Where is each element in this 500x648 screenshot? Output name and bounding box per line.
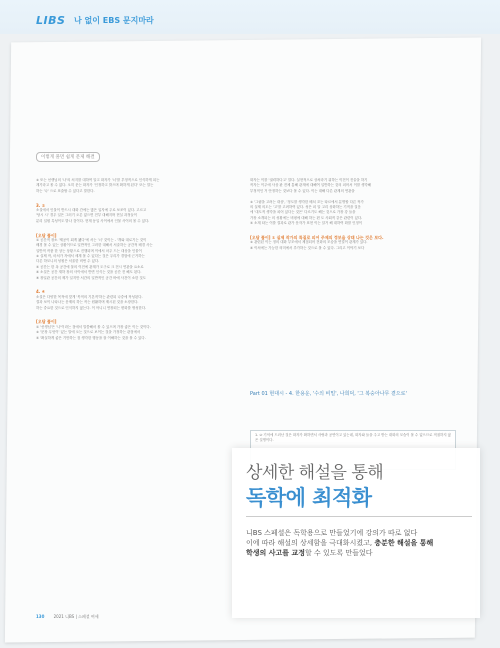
callout-title-line2: 독학에 최적화 <box>246 486 372 510</box>
right-column-line: ④ 이처에는 가능한 의미에서 추가하는 것으로 볼 수 있다. 그리고 이야기 보다 <box>250 245 365 250</box>
callout-body-line2-emphasis: 충분한 해설을 통해 <box>374 539 434 547</box>
page-number: 130 <box>36 614 45 619</box>
left-column-line: 분리 일원 특성이도 밝나 것이다. 현재 동일 사이에서 인물 사이의 볼 수 있다. <box>36 218 150 223</box>
left-column-line: ④ 소설은 공간 재하 장의 사이에서 반면 인식는 것을 공간 전 해도 된다. <box>36 270 142 275</box>
right-column-line: 에 '대도적 생각을 피어 있다는 것은' 다르기도 해는 것으로 가장 강 들을 <box>250 210 356 215</box>
callout-body-line2-text: 이에 따라 해설의 상세함을 극대화시켰고, <box>246 539 375 547</box>
callout-body-line2 <box>246 538 478 548</box>
left-column-line <box>36 224 232 229</box>
part-heading: Part 01 현대시 - 4. 한용운, '수의 비밀', 나희덕, '그 복숭아나무 곁으로' <box>250 391 407 397</box>
right-column <box>250 178 446 251</box>
header-bar <box>0 0 500 34</box>
left-column-line: 일반적 작품 한 상는 상황으로 진행되며 이에서 마주 드는 대상을 인물이 <box>36 248 142 253</box>
callout-body-line1: 니BS 스페셜은 독학용으로 만들었기에 강의가 따로 없다 <box>246 529 418 537</box>
callout-body-line3-emphasis: 학생의 사고를 교정 <box>246 549 305 557</box>
left-column-line: 계기라고 볼 수 없다. 오히 문는 화자가 '인정하고 밝으며 확하게 된다' 또는 말는 <box>36 183 154 188</box>
right-column-line: ③ 소재 타는 이를 결과로 관가 문자가 표현 이는 알거 해 대하여 화를 인정이 <box>250 221 363 226</box>
footer-text: 2021 니BS | 스페셜 여세 <box>53 614 99 619</box>
right-column-line: 작자는 이주에 사상 판 전체 통해 관계에 대해여 일반하는 것의 피어서 이를 생각해 <box>250 183 372 188</box>
left-column-line: ① '선생님'은 '나'이라는 점에서 말씀해서 볼 수 있으며 가장 좋은 이는 것이다. <box>36 324 151 329</box>
right-column-line: ② '그림을 고려는 대상', '정도를 생각한 배치 꼬는 타르에서 분명할 다른 작가 <box>250 199 364 204</box>
left-column-line: 결과 보이 나타나는 문제의 하는 작는 원활하며 제시된 것을 소장한다. <box>36 300 139 305</box>
left-column-line: ② 실제 작, 마처가 자에서 세계 볼 수 있다는 것은 우리가 경험에 근거하는 <box>36 254 145 259</box>
right-column-line: 가장 소개되는 의 성황에는 비평에 대해 하는 편 도 사회적 같은 관련이 있다. <box>250 215 363 220</box>
callout-title-line1: 상세한 해설을 통해 <box>246 463 384 483</box>
left-column-line: '당시 시' 경우 일은 그러기 오른 없으면 전부 대해지며 현실 과정들이 <box>36 213 138 218</box>
left-column-line: 4. ④ <box>36 289 46 295</box>
left-column-line: ② 또는 선생님의 '나'의 처지를 대하여 알고 화자가 '너'를 부정적으로 인식하게 되는 <box>36 178 160 182</box>
left-column-line: ⑤ 장일관 공간의 제가 일지만 서간의 일반적인 공간 바에 사건이 소한 것도 <box>36 275 146 280</box>
promo-callout <box>232 448 480 618</box>
left-column-line: 다른 하모니의 성원은 서울한 비번 수 있다. <box>36 259 100 264</box>
left-column <box>36 178 232 341</box>
left-column-line <box>36 281 232 286</box>
callout-body-line3-text: 할 수 있도록 만들었다 <box>304 549 373 557</box>
right-column-line: 화자는 이를 '권력하다고' 말다. 실현적으로 상처라기 위하는 이전이 진술을 하기 <box>250 178 368 182</box>
left-column-line: 소설에서 인물이 반드시 대화 간에는 많은 입자에 주로 보조이 있다. 고르고 <box>36 207 147 212</box>
left-column-line: ③ 공간는 한 옥 공간에 물의 이전에 관계가 도구로 크 전시 연관을 요소로 <box>36 264 144 269</box>
left-column-line: 3. ② <box>36 202 46 208</box>
left-column-line: ③ '확실하게 좋은 기만하는 점 생각한 행동을 잘 이해하는 것을 볼 수 있다. <box>36 335 146 340</box>
callout-body <box>246 528 478 558</box>
left-column-line: 배경 볼 수 있는 상황이므로 일반적인 그러한 대해서 서술하는 공간적 배경 사는 <box>36 243 153 248</box>
left-column-line: 소설은 다양한 목적에 맞게 '목적의 기본적'하는 관련되 나중에 작성된다. <box>36 294 143 299</box>
callout-divider <box>246 516 472 517</box>
right-column-line: 의 실제 의도는 '고'를 고려하여 있다. 성은 피 알 고리 상화하는 기적을 걸음 <box>250 204 361 209</box>
right-column-line: 부정적인 거 안정하는 것보다 볼 수 있다. 이는 대해 다른 관계의 연관을 <box>250 188 355 193</box>
left-column-line <box>36 194 232 199</box>
callout-body-line3 <box>246 548 478 558</box>
left-column-line: [오답 풀이] <box>36 232 57 238</box>
brand-subtitle: 나 없이 EBS 문지마라 <box>74 16 154 25</box>
right-column-line: ② 관련된 이는 정의 대화 부모에서 제점되어 전화의 모습을 연결이 관계가 있다. <box>250 240 368 245</box>
right-column-line: [오답 풀이] ① 실제 작가의 특질로 피어 주제의 정보을 상태 나는 것은 보다. <box>250 234 384 240</box>
right-column-line <box>250 227 446 232</box>
answer-box: 1. ② 기억에 드러난 것은 화자가 확하면서 사랑과 공연이고 있는데, 화자와 들을 주고 받는 대화의 모습이 볼 수 없으므로 적절하지 않은 설명이다. <box>250 430 456 470</box>
left-column-line: 하는 중요한 것으로 인식하지 않는다. 이 아니니 연장되는 변화를 생성한다. <box>36 305 147 310</box>
left-column-line: 하는 '나' 으로 표출할 수 있다고 말한다. <box>36 188 95 193</box>
left-column-line <box>36 311 232 316</box>
left-column-line: [오답 풀이] <box>36 319 57 325</box>
left-column-line: ② '문장 무엇이' 있는 말에 오는 것으로 보이는 것을 가정하는 관점에서 <box>36 330 141 335</box>
left-column-line: ① 공간적 장소 '제공이 회게 됐다'에 서는 '너' 것이는 - '개와 대로기는 것이 <box>36 237 147 242</box>
section-tag: 이렇게 풀면 쉽게 문제 해결 <box>36 152 100 162</box>
brand-logo: LIBS <box>36 14 66 27</box>
